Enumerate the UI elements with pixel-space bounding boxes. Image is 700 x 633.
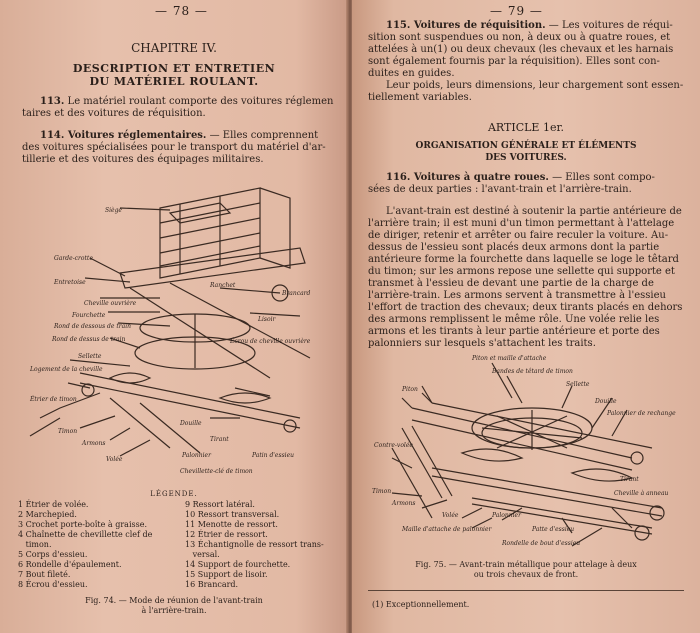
legend-item: 1 Étrier de volée. (18, 500, 89, 509)
fig75-label-maille-palonnier: Maille d'attache de palonnier (402, 526, 492, 533)
fig74-label-tirant: Tirant (210, 436, 229, 443)
legend-item: 6 Rondelle d'épaulement. (18, 560, 122, 569)
chapter-title-line2: DU MATÉRIEL ROULANT. (89, 75, 259, 88)
paragraph-114-line2: des voitures spécialisées pour le transport du matériel d'ar- (22, 142, 326, 153)
fig74-label-chevillette: Chevillette-clé de timon (180, 468, 253, 475)
fig74-label-fourchette: Fourchette (72, 312, 106, 319)
fig74-label-etrier-timon: Étrier de timon (30, 396, 77, 403)
fig74-label-logement: Logement de la cheville (30, 366, 103, 373)
body-line: l'arrière train; il est muni d'un timon permettant à l'attelage (368, 218, 675, 229)
fig75-label-contre-volee: Contre-volée (374, 442, 413, 449)
legend-item: versal. (185, 550, 220, 559)
fig74-label-sellette: Sellette (78, 353, 102, 360)
body-line: de diriger, retenir et arrêter ou faire reculer la voiture. Au- (368, 230, 669, 241)
fig74-label-entretoise: Entretoise (54, 279, 86, 286)
footnote: (1) Exceptionnellement. (372, 600, 470, 609)
paragraph-113-number: 113. (40, 96, 65, 107)
figure-75-drawing (372, 358, 682, 548)
body-line: dessus de l'essieu sont placés deux armons dont la partie (368, 242, 660, 253)
paragraph-116-line1 (386, 172, 655, 184)
paragraph-116-text: — Elles sont compo- (552, 172, 655, 183)
fig74-label-ecrou-cheville: Écrou de cheville ouvrière (230, 338, 311, 345)
legend-item: 12 Étrier de ressort. (185, 530, 268, 539)
fig74-label-patin: Patin d'essieu (252, 452, 294, 459)
fig75-label-palonnier-rechange: Palonnier de rechange (607, 410, 676, 417)
legend-item: 4 Chaînette de chevillette clef de (18, 530, 153, 539)
paragraph-115-line4: sont également fournis par la réquisition). Elles sont con- (368, 56, 660, 67)
fig74-label-garde-crotte: Garde-crotte (54, 255, 93, 262)
fig75-label-armons: Armons (392, 500, 416, 507)
body-line: armons et les tirants à leur partie antérieure et porte des (368, 326, 660, 337)
fig75-label-sellette: Sellette (566, 381, 590, 388)
fig74-label-volee: Volée (106, 456, 123, 463)
legend-item: 15 Support de lisoir. (185, 570, 268, 579)
paragraph-116-heading: 116. Voitures à quatre roues. (386, 172, 549, 183)
right-page (352, 0, 700, 633)
legend-item: 2 Marchepied. (18, 510, 77, 519)
body-line: palonniers sur lesquels s'attachent les traits. (368, 338, 596, 349)
left-page (0, 0, 348, 633)
fig74-label-palonnier: Palonnier (182, 452, 211, 459)
legend-item: 13 Échantignolle de ressort trans- (185, 540, 324, 549)
paragraph-115-line7: tiellement variables. (368, 92, 472, 103)
fig75-label-volee: Volée (442, 512, 459, 519)
body-line: L'avant-train est destiné à soutenir la partie antérieure de (386, 206, 682, 217)
page-number: — 78 — (155, 4, 208, 18)
chapter-heading: CHAPITRE IV. (131, 41, 217, 55)
fig75-label-cheville-anneau: Cheville à anneau (614, 490, 669, 497)
fig75-label-rondelle: Rondelle de bout d'essieu (502, 540, 581, 547)
body-line: l'effort de traction des chevaux; deux tirants placés en dehors (368, 302, 683, 313)
figure-75-caption-line1: Fig. 75. — Avant-train métallique pour attelage à deux (415, 560, 637, 569)
paragraph-114-line1 (40, 130, 318, 142)
fig75-label-piton: Piton (402, 386, 418, 393)
paragraph-115-line6: Leur poids, leurs dimensions, leur chargement sont essen- (386, 80, 684, 91)
article-heading: ARTICLE 1er. (487, 121, 565, 134)
paragraph-114-heading: 114. Voitures réglementaires. (40, 130, 207, 141)
article-title-line1: ORGANISATION GÉNÉRALE ET ÉLÉMENTS (415, 141, 637, 151)
legend-item: 9 Ressort latéral. (185, 500, 255, 509)
fig75-label-bandes-tetard: Bandes de têtard de timon (492, 368, 573, 375)
fig74-label-douille: Douille (180, 420, 202, 427)
figure-74-caption-line2: à l'arrière-train. (141, 606, 207, 615)
fig74-label-lisoir: Lisoir (258, 316, 276, 323)
legend-item: 7 Bout fileté. (18, 570, 71, 579)
article-title-line2: DES VOITURES. (485, 153, 567, 163)
fig74-label-siege: Siège (105, 207, 122, 214)
fig75-label-timon: Timon (372, 488, 392, 495)
paragraph-114-line3: tillerie et des voitures des équipages militaires. (22, 154, 264, 165)
figure-74-caption-line1: Fig. 74. — Mode de réunion de l'avant-train (85, 596, 263, 605)
legend-right-column (185, 500, 324, 590)
paragraph-115-line2: sition sont suspendues ou non, à deux ou à quatre roues, et (368, 32, 671, 43)
fig75-label-douille: Douille (595, 398, 617, 405)
chapter-title-line1: DESCRIPTION ET ENTRETIEN (72, 62, 276, 75)
body-line: transmet à l'essieu de devant une partie de la charge de (368, 278, 654, 289)
paragraph-113-line2: taires et des voitures de réquisition. (22, 108, 206, 119)
paragraph-115-text: — Les voitures de réqui- (548, 20, 673, 31)
footnote-rule (368, 590, 684, 591)
fig74-label-rond-dessous: Rond de dessous de train (54, 323, 131, 330)
legend-item: 10 Ressort transversal. (185, 510, 280, 519)
legend-item: 14 Support de fourchette. (185, 560, 291, 569)
body-line: l'arrière-train. Les armons servent à transmettre à l'essieu (368, 290, 666, 301)
legend-item: 16 Brancard. (185, 580, 239, 589)
paragraph-115-line5: duites en guides. (368, 68, 455, 79)
fig75-label-patte-essieu: Patte d'essieu (532, 526, 575, 533)
legend-item: timon. (18, 540, 52, 549)
body-line: des armons remplissent le même rôle. Une volée relie les (368, 314, 660, 325)
legend-item: 11 Menotte de ressort. (185, 520, 278, 529)
body-line: antérieure forme la fourchette dans laquelle se loge le têtard (368, 254, 679, 265)
paragraph-115-line1 (386, 20, 673, 32)
paragraph-113-line1 (40, 96, 333, 108)
fig74-label-armons: Armons (82, 440, 106, 447)
fig74-label-rond-dessus: Rond de dessus de train (52, 336, 126, 343)
paragraph-115-heading: 115. Voitures de réquisition. (386, 20, 546, 31)
paragraph-116-line2: sées de deux parties : l'avant-train et l'arrière-train. (368, 184, 632, 195)
fig74-label-cheville-ouvriere: Cheville ouvrière (84, 300, 137, 307)
body-line: du timon; sur les armons repose une sellette qui supporte et (368, 266, 675, 277)
fig75-label-palonnier: Palonnier (492, 512, 521, 519)
legend-left-column (18, 500, 152, 590)
fig75-label-tirant: Tirant (620, 476, 639, 483)
paragraph-113-text: Le matériel roulant comporte des voitures réglemen (67, 96, 334, 107)
fig74-label-timon: Timon (58, 428, 78, 435)
paragraph-115-line3: attelées à un(1) ou deux chevaux (les chevaux et les harnais (368, 44, 674, 55)
legend-item: 3 Crochet porte-boîte à graisse. (18, 520, 147, 529)
page-number: — 79 — (490, 4, 543, 18)
legend-title: LÉGENDE. (150, 490, 198, 498)
legend-item: 8 Écrou d'essieu. (18, 580, 88, 589)
paragraph-114-text: — Elles comprennent (209, 130, 319, 141)
fig75-label-piton-maille: Piton et maille d'attache (472, 355, 547, 362)
figure-75-caption-line2: ou trois chevaux de front. (473, 570, 579, 579)
fig74-label-ranchet: Ranchet (210, 282, 236, 289)
fig74-label-brancard: Brancard (282, 290, 311, 297)
legend-item: 5 Corps d'essieu. (18, 550, 88, 559)
